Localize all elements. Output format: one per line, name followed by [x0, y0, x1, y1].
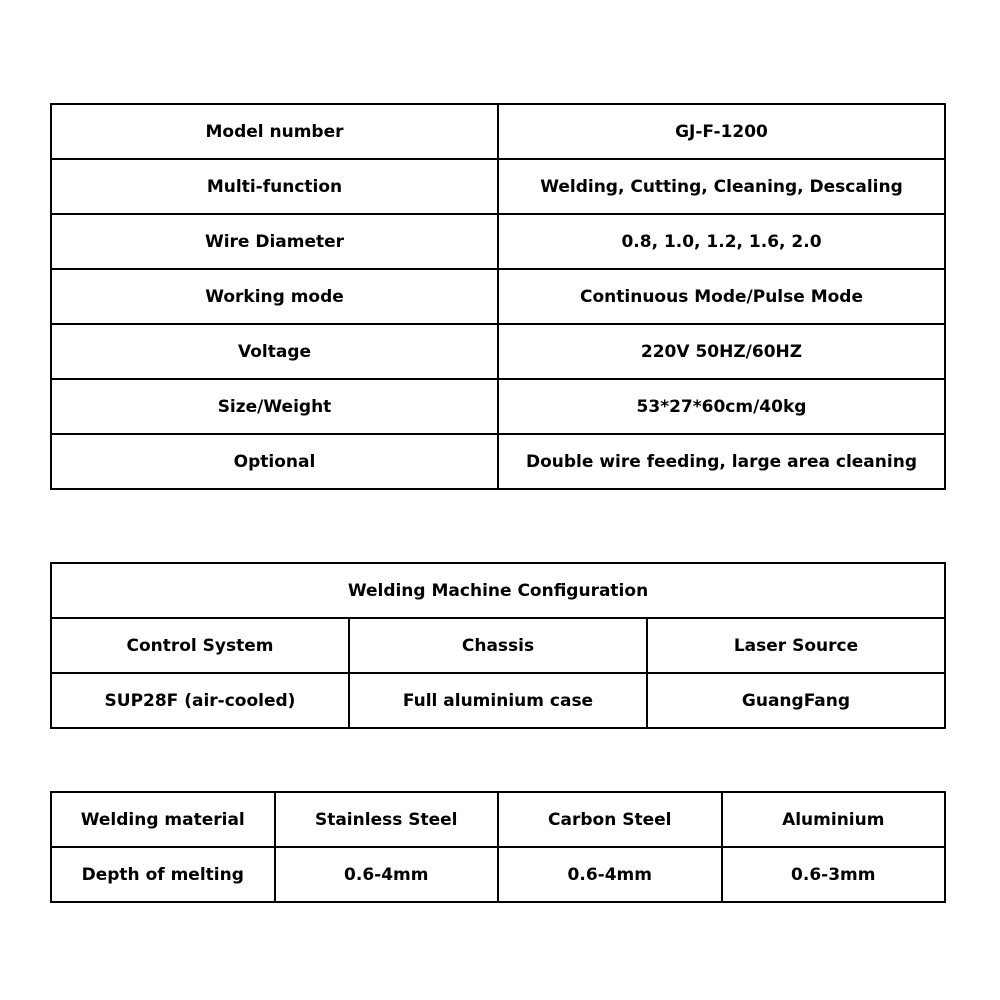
- spec-label-size-weight: Size/Weight: [51, 379, 498, 434]
- spec-value-multi-function: Welding, Cutting, Cleaning, Descaling: [498, 159, 945, 214]
- table-title-row: [51, 563, 945, 618]
- configuration-table: [50, 562, 946, 729]
- table-row: [51, 324, 945, 379]
- table-row: [51, 159, 945, 214]
- spec-value-working-mode: Continuous Mode/Pulse Mode: [498, 269, 945, 324]
- spec-value-model-number: GJ-F-1200: [498, 104, 945, 159]
- table-header-row: [51, 618, 945, 673]
- header-welding-material: Welding material: [51, 792, 275, 847]
- spec-label-model-number: Model number: [51, 104, 498, 159]
- spec-value-optional: Double wire feeding, large area cleaning: [498, 434, 945, 489]
- value-chassis: Full aluminium case: [349, 673, 647, 728]
- table-row: [51, 673, 945, 728]
- welding-material-table: [50, 791, 946, 903]
- value-laser-source: GuangFang: [647, 673, 945, 728]
- spec-label-working-mode: Working mode: [51, 269, 498, 324]
- spec-value-size-weight: 53*27*60cm/40kg: [498, 379, 945, 434]
- depth-stainless-steel: 0.6-4mm: [275, 847, 499, 902]
- spec-label-multi-function: Multi-function: [51, 159, 498, 214]
- table-header-row: [51, 792, 945, 847]
- spec-label-wire-diameter: Wire Diameter: [51, 214, 498, 269]
- header-laser-source: Laser Source: [647, 618, 945, 673]
- header-chassis: Chassis: [349, 618, 647, 673]
- depth-aluminium: 0.6-3mm: [722, 847, 946, 902]
- spec-label-optional: Optional: [51, 434, 498, 489]
- header-control-system: Control System: [51, 618, 349, 673]
- table-row: [51, 269, 945, 324]
- specs-table: [50, 103, 946, 490]
- header-aluminium: Aluminium: [722, 792, 946, 847]
- table-row: [51, 847, 945, 902]
- table-row: [51, 379, 945, 434]
- label-depth-of-melting: Depth of melting: [51, 847, 275, 902]
- spec-value-voltage: 220V 50HZ/60HZ: [498, 324, 945, 379]
- spec-value-wire-diameter: 0.8, 1.0, 1.2, 1.6, 2.0: [498, 214, 945, 269]
- header-stainless-steel: Stainless Steel: [275, 792, 499, 847]
- table-row: [51, 214, 945, 269]
- table-row: [51, 434, 945, 489]
- configuration-title: Welding Machine Configuration: [51, 563, 945, 618]
- table-row: [51, 104, 945, 159]
- spec-label-voltage: Voltage: [51, 324, 498, 379]
- value-control-system: SUP28F (air-cooled): [51, 673, 349, 728]
- depth-carbon-steel: 0.6-4mm: [498, 847, 722, 902]
- header-carbon-steel: Carbon Steel: [498, 792, 722, 847]
